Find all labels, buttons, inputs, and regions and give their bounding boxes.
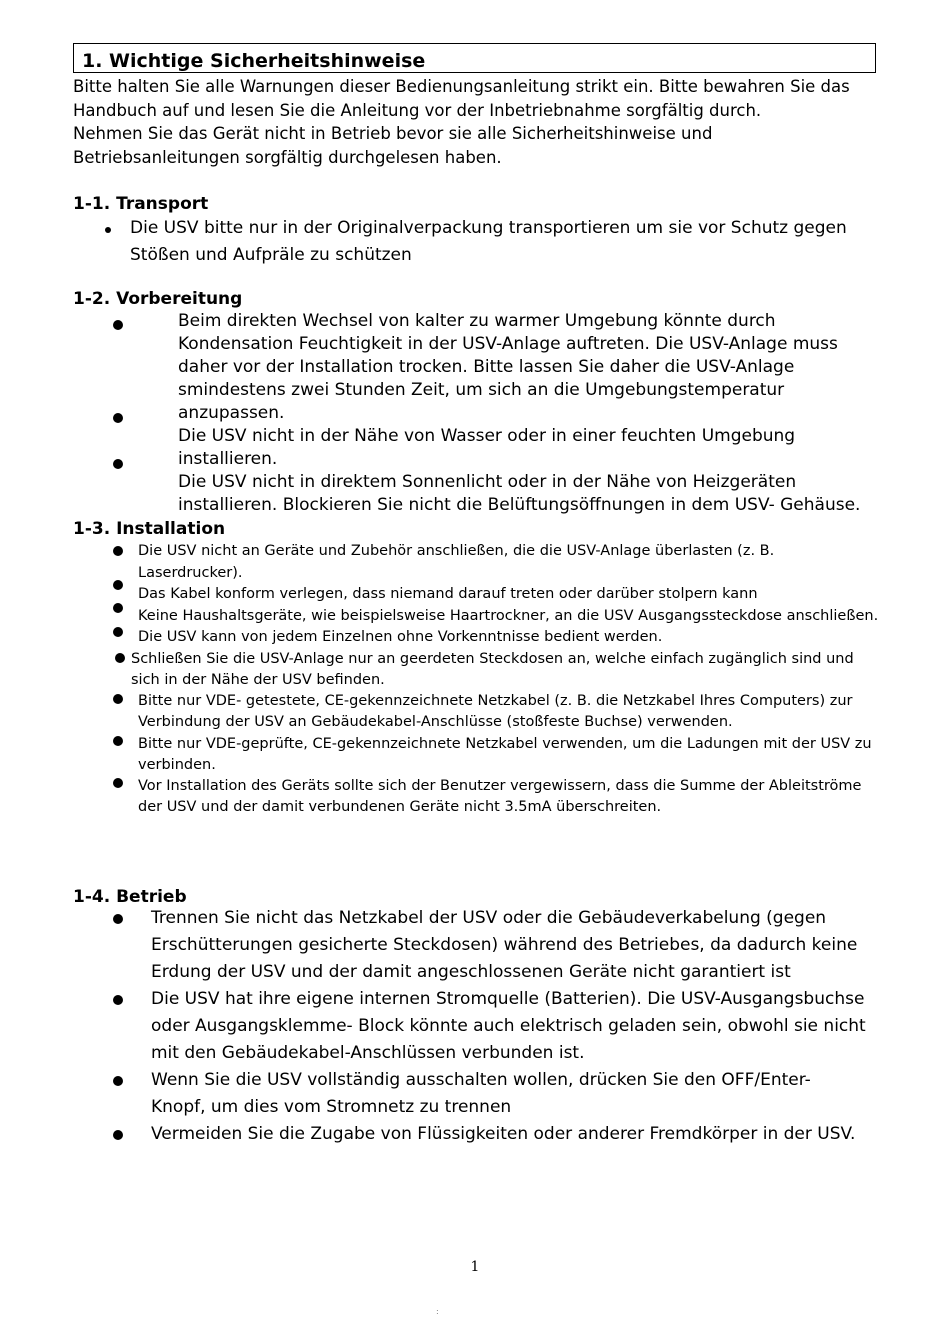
heading-vorbereitung: 1-2. Vorbereitung xyxy=(73,289,243,309)
transport-line: Die USV bitte nur in der Originalverpackung transportieren um sie vor Schutz gegen xyxy=(130,218,847,238)
installation-line: Bitte nur VDE- getestete, CE-gekennzeichnete Netzkabel (z. B. die Netzkabel Ihres Computers) zur xyxy=(138,693,853,709)
betrieb-line: Trennen Sie nicht das Netzkabel der USV oder die Gebäudeverkabelung (gegen xyxy=(151,908,827,928)
bullet-icon xyxy=(113,1130,123,1140)
vorbereitung-line: smindestens zwei Stunden Zeit, um sich an die Umgebungstemperatur xyxy=(178,380,785,400)
bullet-icon xyxy=(113,627,123,637)
transport-line: Stößen und Aufpräle zu schützen xyxy=(130,245,412,265)
vorbereitung-line: Kondensation Feuchtigkeit in der USV-Anlage auftreten. Die USV-Anlage muss xyxy=(178,334,838,354)
installation-line: sich in der Nähe der USV befinden. xyxy=(131,672,385,688)
bullet-icon xyxy=(113,694,123,704)
footer-mark: : xyxy=(436,1307,439,1316)
betrieb-line: Wenn Sie die USV vollständig ausschalten wollen, drücken Sie den OFF/Enter- xyxy=(151,1070,811,1090)
bullet-icon xyxy=(113,778,123,788)
installation-line: verbinden. xyxy=(138,757,216,773)
vorbereitung-line: Beim direkten Wechsel von kalter zu warmer Umgebung könnte durch xyxy=(178,311,776,331)
bullet-icon xyxy=(115,653,125,663)
installation-line: Bitte nur VDE-geprüfte, CE-gekennzeichnete Netzkabel verwenden, um die Ladungen mit der USV zu xyxy=(138,736,872,752)
betrieb-line: Die USV hat ihre eigene internen Stromquelle (Batterien). Die USV-Ausgangsbuchse xyxy=(151,989,865,1009)
betrieb-line: mit den Gebäudekabel-Anschlüssen verbunden ist. xyxy=(151,1043,585,1063)
bullet-icon xyxy=(113,320,123,330)
bullet-icon xyxy=(113,580,123,590)
heading-transport: 1-1. Transport xyxy=(73,194,209,214)
installation-line: Vor Installation des Geräts sollte sich der Benutzer vergewissern, dass die Summe der Ableitströme xyxy=(138,778,862,794)
vorbereitung-line: anzupassen. xyxy=(178,403,285,423)
page-number: 1 xyxy=(470,1259,480,1275)
installation-line: Die USV nicht an Geräte und Zubehör anschließen, die die USV-Anlage überlasten (z. B. xyxy=(138,543,775,559)
vorbereitung-line: Die USV nicht in der Nähe von Wasser oder in einer feuchten Umgebung xyxy=(178,426,796,446)
betrieb-line: Erschütterungen gesicherte Steckdosen) während des Betriebes, da dadurch keine xyxy=(151,935,858,955)
bullet-icon xyxy=(105,227,111,233)
betrieb-line: Vermeiden Sie die Zugabe von Flüssigkeiten oder anderer Fremdkörper in der USV. xyxy=(151,1124,856,1144)
intro-line: Bitte halten Sie alle Warnungen dieser Bedienungsanleitung strikt ein. Bitte bewahren Sie das xyxy=(73,77,850,96)
intro-paragraph xyxy=(73,75,893,169)
heading-betrieb: 1-4. Betrieb xyxy=(73,887,187,907)
bullet-icon xyxy=(113,546,123,556)
intro-line: Betriebsanleitungen sorgfältig durchgelesen haben. xyxy=(73,147,502,167)
vorbereitung-line: Die USV nicht in direktem Sonnenlicht oder in der Nähe von Heizgeräten xyxy=(178,472,797,492)
installation-line: Schließen Sie die USV-Anlage nur an geerdeten Steckdosen an, welche einfach zugänglich sind und xyxy=(131,651,854,667)
bullet-icon xyxy=(113,736,123,746)
bullet-icon xyxy=(113,413,123,423)
installation-line: Keine Haushaltsgeräte, wie beispielsweise Haartrockner, an die USV Ausgangssteckdose anschließen. xyxy=(138,608,879,624)
intro-line: Nehmen Sie das Gerät nicht in Betrieb bevor sie alle Sicherheitshinweise und xyxy=(73,124,713,143)
installation-line: Laserdrucker). xyxy=(138,565,243,581)
heading-installation: 1-3. Installation xyxy=(73,519,226,539)
bullet-icon xyxy=(113,1076,123,1086)
intro-line: Handbuch auf und lesen Sie die Anleitung vor der Inbetriebnahme sorgfältig durch. xyxy=(73,100,762,120)
installation-line: der USV und der damit verbundenen Geräte nicht 3.5mA überschreiten. xyxy=(138,799,662,815)
bullet-icon xyxy=(113,914,123,924)
vorbereitung-line: installieren. xyxy=(178,449,278,469)
vorbereitung-line: daher vor der Installation trocken. Bitte lassen Sie daher die USV-Anlage xyxy=(178,357,795,377)
installation-line: Das Kabel konform verlegen, dass niemand darauf treten oder darüber stolpern kann xyxy=(138,586,758,602)
betrieb-line: oder Ausgangsklemme- Block könnte auch elektrisch geladen sein, obwohl sie nicht xyxy=(151,1016,866,1036)
betrieb-line: Erdung der USV und der damit angeschlossenen Geräte nicht garantiert ist xyxy=(151,962,791,982)
bullet-icon xyxy=(113,603,123,613)
bullet-icon xyxy=(113,995,123,1005)
bullet-icon xyxy=(113,459,123,469)
vorbereitung-line: installieren. Blockieren Sie nicht die Belüftungsöffnungen in dem USV- Gehäuse. xyxy=(178,495,861,515)
installation-line: Die USV kann von jedem Einzelnen ohne Vorkenntnisse bedient werden. xyxy=(138,629,663,645)
installation-line: Verbindung der USV an Gebäudekabel-Anschlüsse (stoßfeste Buchse) verwenden. xyxy=(138,714,733,730)
section-title: 1. Wichtige Sicherheitshinweise xyxy=(82,50,426,72)
betrieb-line: Knopf, um dies vom Stromnetz zu trennen xyxy=(151,1097,512,1117)
